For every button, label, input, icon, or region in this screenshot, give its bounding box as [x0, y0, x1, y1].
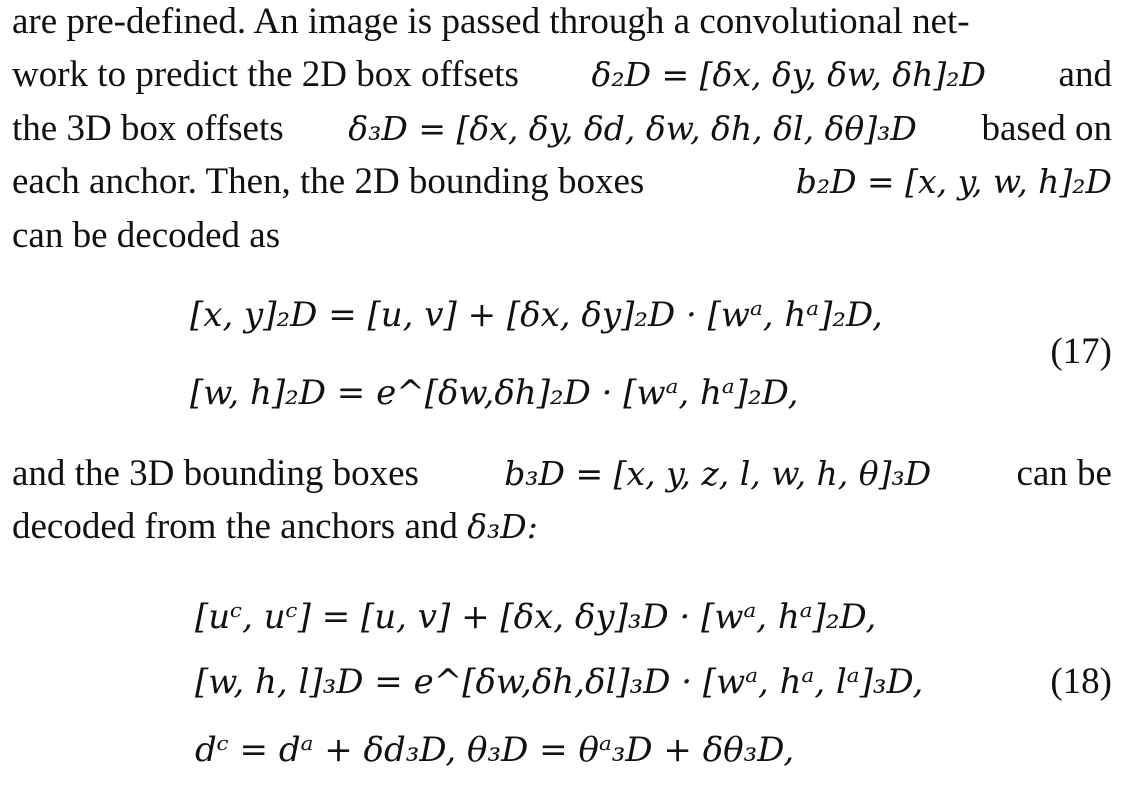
- equation-18-line-2: [w, h, l]₃D = e^[δw,δh,δl]₃D · [wᵃ, hᵃ, lᵃ]₃D,: [195, 662, 924, 702]
- text-run: and: [1058, 54, 1112, 95]
- text-run: the 3D box offsets: [12, 108, 284, 149]
- paragraph-line-3: [12, 107, 1112, 151]
- equation-18-line-3: dᶜ = dᵃ + δd₃D, θ₃D = θᵃ₃D + δθ₃D,: [195, 730, 795, 770]
- inline-math-3d-box: b₃D = [x, y, z, l, w, h, θ]₃D: [504, 454, 932, 493]
- equation-number-18: (18): [1050, 661, 1112, 702]
- text-run: based on: [981, 108, 1112, 149]
- paragraph-line-4: [12, 160, 1112, 204]
- inline-math-2d-box: b₂D = [x, y, w, h]₂D: [795, 162, 1112, 201]
- text-run: each anchor. Then, the 2D bounding boxes: [12, 161, 645, 202]
- text-run: work to predict the 2D box offsets: [12, 54, 519, 95]
- text-run: can be: [1016, 453, 1112, 494]
- paragraph2-line-2: [12, 505, 1112, 549]
- text-run: decoded from the anchors and: [12, 506, 458, 547]
- inline-math-3d-offsets: δ₃D = [δx, δy, δd, δw, δh, δl, δθ]₃D: [348, 109, 917, 148]
- paragraph-line-2: [12, 53, 1112, 97]
- paragraph-line-1: [12, 0, 1112, 44]
- equation-number-17: (17): [1050, 331, 1112, 372]
- text-run: and the 3D bounding boxes: [12, 453, 419, 494]
- inline-math-3d-offsets-ref: δ₃D:: [467, 507, 538, 546]
- equation-17-line-1: [x, y]₂D = [u, v] + [δx, δy]₂D · [wᵃ, hᵃ]₂D,: [190, 295, 883, 335]
- paragraph-line-5: [12, 214, 1112, 258]
- text-run: can be decoded as: [12, 215, 281, 256]
- equation-17-line-2: [w, h]₂D = e^[δw,δh]₂D · [wᵃ, hᵃ]₂D,: [190, 373, 799, 413]
- inline-math-2d-offsets: δ₂D = [δx, δy, δw, δh]₂D: [591, 55, 986, 94]
- paragraph2-line-1: [12, 452, 1112, 496]
- text-run: are pre-defined. An image is passed through a convolutional net-: [12, 1, 970, 42]
- equation-18-line-1: [uᶜ, uᶜ] = [u, v] + [δx, δy]₃D · [wᵃ, hᵃ]₂D,: [195, 597, 877, 637]
